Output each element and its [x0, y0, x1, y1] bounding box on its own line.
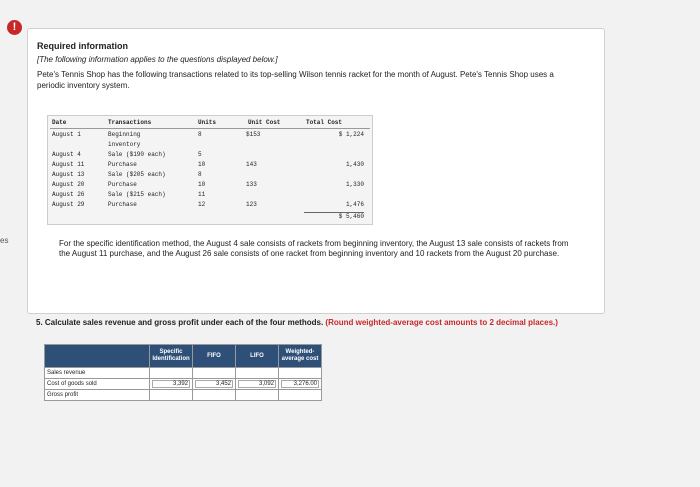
answer-header-specific: Specific Identification — [150, 345, 193, 368]
ledger-transaction: Purchase — [108, 161, 137, 168]
ledger-rule — [50, 128, 370, 129]
ledger-header-total-cost: Total Cost — [306, 119, 343, 126]
ledger-transaction: Beginning — [108, 131, 141, 138]
alert-icon: ! — [7, 20, 22, 35]
answer-row — [45, 379, 322, 390]
ledger-unit-cost: 123 — [246, 201, 257, 208]
question-note: (Round weighted-average cost amounts to 2 decimal places.) — [325, 318, 558, 327]
ledger-units: 10 — [198, 181, 206, 188]
answer-input-cell[interactable] — [193, 379, 236, 390]
ledger-total-cost: 1,330 — [345, 181, 364, 188]
answer-input-value[interactable]: 3,276.00 — [281, 380, 319, 388]
ledger-units: 8 — [198, 131, 202, 138]
ledger-date: August 4 — [52, 151, 81, 158]
ledger-date: August 29 — [52, 201, 85, 208]
answer-input-cell[interactable] — [279, 379, 322, 390]
answer-header-blank — [45, 345, 150, 368]
answer-row-label: Cost of goods sold — [45, 379, 150, 390]
answer-input-value[interactable]: 3,092 — [238, 380, 276, 388]
card-paragraph: Pete's Tennis Shop has the following transactions related to its top-selling Wilson tennis racket for the month of August. Pete's Tennis Shop uses a periodic inventory system. — [37, 70, 554, 90]
side-tab-label[interactable]: es — [0, 236, 9, 245]
ledger-unit-cost: 143 — [246, 161, 257, 168]
ledger-date: August 13 — [52, 171, 85, 178]
ledger-date: August 20 — [52, 181, 85, 188]
answer-input-cell[interactable] — [236, 379, 279, 390]
answer-header-fifo: FIFO — [193, 345, 236, 368]
answer-input-cell[interactable] — [236, 368, 279, 379]
ledger-transaction: Purchase — [108, 181, 137, 188]
ledger-transaction: Sale ($205 each) — [108, 171, 166, 178]
ledger-unit-cost: $153 — [246, 131, 261, 138]
answer-row — [45, 390, 322, 401]
ledger-unit-cost: 133 — [246, 181, 257, 188]
required-info-card — [27, 28, 605, 314]
ledger-grand-total: $ 5,460 — [304, 212, 364, 220]
answer-input-cell[interactable] — [150, 379, 193, 390]
ledger-units: 12 — [198, 201, 206, 208]
question-5 — [36, 318, 596, 328]
answer-table — [44, 344, 322, 401]
question-text: 5. Calculate sales revenue and gross profit under each of the four methods. — [36, 318, 324, 327]
ledger-date: August 26 — [52, 191, 85, 198]
answer-input-cell[interactable] — [150, 390, 193, 401]
ledger-units: 11 — [198, 191, 206, 198]
ledger-units: 8 — [198, 171, 202, 178]
answer-row-label: Sales revenue — [45, 368, 150, 379]
ledger-header-unit-cost: Unit Cost — [248, 119, 281, 126]
answer-header-lifo: LIFO — [236, 345, 279, 368]
ledger-total-cost: 1,430 — [345, 161, 364, 168]
answer-input-cell[interactable] — [193, 368, 236, 379]
answer-input-value[interactable]: 3,452 — [195, 380, 233, 388]
ledger-units: 10 — [198, 161, 206, 168]
ledger-date: August 1 — [52, 131, 81, 138]
answer-input-cell[interactable] — [236, 390, 279, 401]
ledger-transaction: Sale ($190 each) — [108, 151, 166, 158]
transactions-ledger — [47, 115, 373, 225]
answer-input-cell[interactable] — [279, 390, 322, 401]
answer-row-label: Gross profit — [45, 390, 150, 401]
ledger-header-transactions: Transactions — [108, 119, 152, 126]
ledger-transaction: inventory — [108, 141, 141, 148]
ledger-date: August 11 — [52, 161, 85, 168]
ledger-header-date: Date — [52, 119, 67, 126]
answer-body — [45, 368, 322, 401]
answer-row — [45, 368, 322, 379]
answer-input-cell[interactable] — [150, 368, 193, 379]
answer-input-cell[interactable] — [279, 368, 322, 379]
ledger-header-units: Units — [198, 119, 217, 126]
card-intro: [The following information applies to the questions displayed below.] — [37, 55, 278, 64]
ledger-transaction: Sale ($215 each) — [108, 191, 166, 198]
answer-input-cell[interactable] — [193, 390, 236, 401]
card-title: Required information — [37, 41, 129, 51]
ledger-total-cost: 1,476 — [345, 201, 364, 208]
ledger-transaction: Purchase — [108, 201, 137, 208]
specific-id-note: For the specific identification method, the August 4 sale consists of rackets from beginning inventory, the August 13 sale consists of rackets from the August 11 purchase, and the August 26 sale consists of one racket from beginning inventory and 10 rackets from the August 20 purchase. — [59, 239, 569, 258]
ledger-units: 5 — [198, 151, 202, 158]
ledger-total-cost: $ 1,224 — [338, 131, 364, 138]
answer-header-weighted: Weighted-average cost — [279, 345, 322, 368]
answer-input-value[interactable]: 3,392 — [152, 380, 190, 388]
